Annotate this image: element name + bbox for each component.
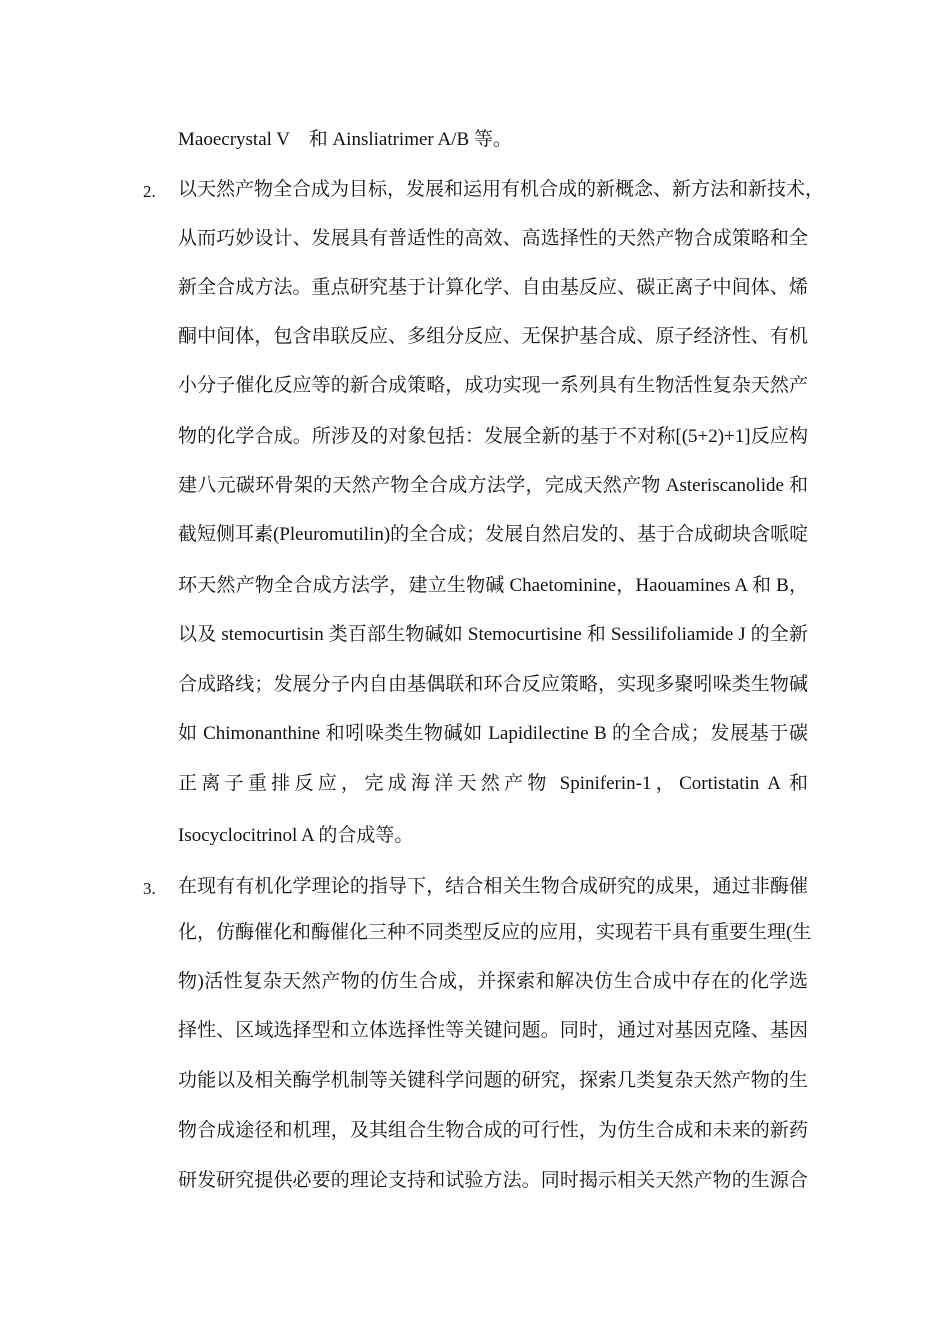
paragraph-line: 截短侧耳素(Pleuromutilin)的全合成；发展自然启发的、基于合成砌块含哌啶: [178, 524, 809, 545]
paragraph-line: 以天然产物全合成为目标，发展和运用有机合成的新概念、新方法和新技术，: [178, 179, 825, 200]
paragraph-line: 在现有有机化学理论的指导下，结合相关生物合成研究的成果，通过非酶催: [178, 876, 808, 897]
paragraph-line: 物的化学合成。所涉及的对象包括：发展全新的基于不对称[(5+2)+1]反应构: [178, 426, 808, 447]
paragraph-line: 新全合成方法。重点研究基于计算化学、自由基反应、碳正离子中间体、烯: [178, 277, 808, 298]
paragraph-line: 功能以及相关酶学机制等关键科学问题的研究，探索几类复杂天然产物的生: [178, 1070, 808, 1091]
paragraph-line: 择性、区域选择型和立体选择性等关键问题。同时，通过对基因克隆、基因: [178, 1020, 808, 1041]
paragraph-line: 从而巧妙设计、发展具有普适性的高效、高选择性的天然产物合成策略和全: [178, 228, 808, 249]
paragraph-line: 物合成途径和机理，及其组合生物合成的可行性，为仿生合成和未来的新药: [178, 1120, 808, 1141]
paragraph-line: Isocyclocitrinol A 的合成等。: [178, 825, 414, 846]
paragraph-line: 建八元碳环骨架的天然产物全合成方法学，完成天然产物 Asteriscanolide 和: [178, 475, 808, 496]
list-number: 2.: [143, 182, 156, 201]
paragraph-line: 酮中间体，包含串联反应、多组分反应、无保护基合成、原子经济性、有机: [178, 326, 808, 347]
paragraph-line: 如 Chimonanthine 和吲哚类生物碱如 Lapidilectine B 的全合成；发展基于碳: [178, 723, 808, 744]
paragraph-line: 化，仿酶催化和酶催化三种不同类型反应的应用，实现若干具有重要生理(生: [178, 922, 812, 943]
paragraph-line: 以及 stemocurtisin 类百部生物碱如 Stemocurtisine 和 Sessilifoliamide J 的全新: [178, 624, 808, 645]
paragraph-line: 正离子重排反应，完成海洋天然产物 Spiniferin-1，Cortistatin A 和: [178, 773, 808, 794]
list-number: 3.: [143, 879, 156, 898]
paragraph-line: 合成路线；发展分子内自由基偶联和环合反应策略，实现多聚吲哚类生物碱: [178, 674, 808, 695]
paragraph-line: 环天然产物全合成方法学，建立生物碱 Chaetominine，Haouamines A 和 B，: [178, 575, 808, 596]
paragraph-line: 研发研究提供必要的理论支持和试验方法。同时揭示相关天然产物的生源合: [178, 1170, 808, 1191]
paragraph-line: 物)活性复杂天然产物的仿生合成，并探索和解决仿生合成中存在的化学选: [178, 971, 808, 992]
paragraph-line: 小分子催化反应等的新合成策略，成功实现一系列具有生物活性复杂天然产: [178, 375, 808, 396]
paragraph-line: Maoecrystal V 和 Ainsliatrimer A/B 等。: [178, 129, 512, 150]
